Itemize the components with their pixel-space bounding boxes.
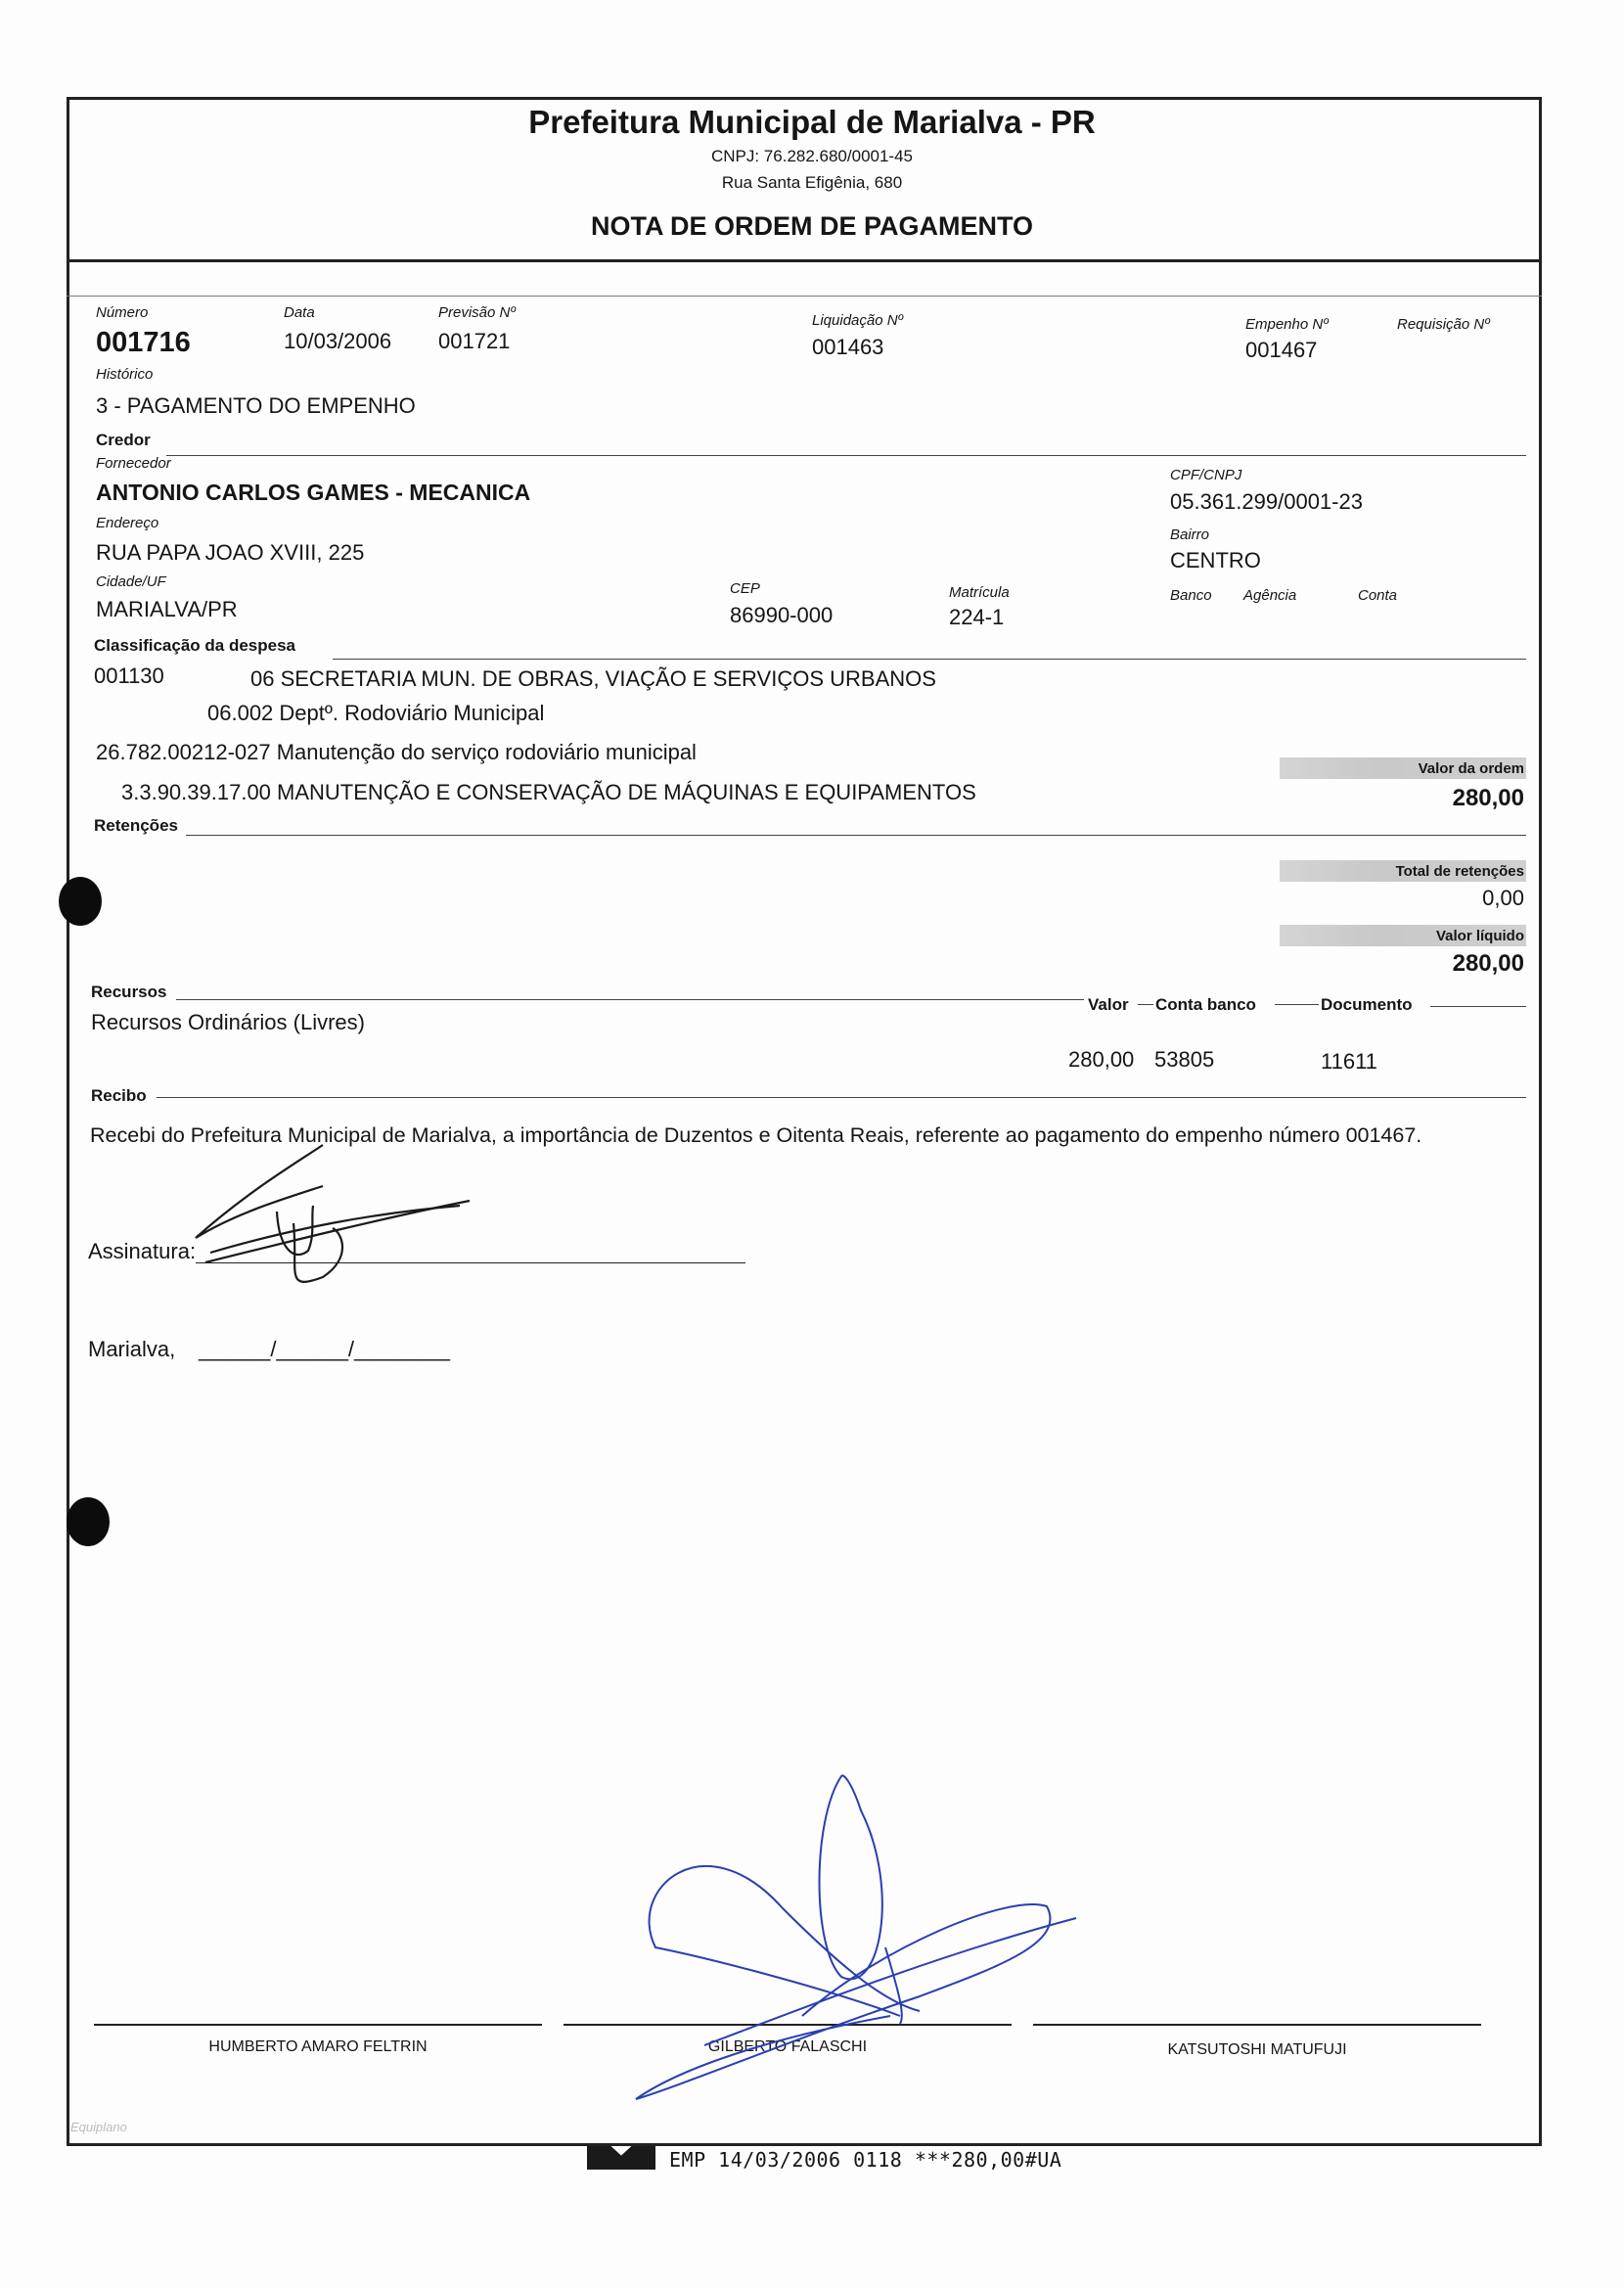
- matricula-label: Matrícula: [949, 584, 1010, 601]
- software-mark: Equiplano: [70, 2120, 127, 2134]
- signatory-1: HUMBERTO AMARO FELTRIN: [208, 2038, 428, 2055]
- blue-signature: [636, 1775, 1076, 2099]
- valor-liquido-value: 280,00: [1452, 950, 1524, 977]
- prefeitura-title: Prefeitura Municipal de Marialva - PR: [528, 104, 1096, 140]
- empenho-value: 001467: [1245, 338, 1318, 362]
- fornecedor-value: ANTONIO CARLOS GAMES - MECANICA: [96, 480, 531, 505]
- numero-value: 001716: [96, 327, 191, 358]
- recursos-name: Recursos Ordinários (Livres): [91, 1010, 365, 1034]
- endereco-value: RUA PAPA JOAO XVIII, 225: [96, 540, 365, 565]
- valor-ordem-label: Valor da ordem: [1418, 760, 1524, 777]
- signatory-2: GILBERTO FALASCHI: [707, 2038, 868, 2055]
- address-text: Rua Santa Efigênia, 680: [721, 173, 903, 192]
- liquidacao-value: 001463: [812, 335, 884, 359]
- date-blank: ______/______/________: [199, 1337, 450, 1361]
- recursos-valor: 280,00: [1068, 1047, 1135, 1072]
- credor-section: Credor: [96, 431, 151, 449]
- classificacao-line1: 06 SECRETARIA MUN. DE OBRAS, VIAÇÃO E SERVIÇOS URBANOS: [250, 666, 936, 691]
- historico-value: 3 - PAGAMENTO DO EMPENHO: [96, 393, 416, 418]
- cnpj-text: CNPJ: 76.282.680/0001-45: [710, 147, 914, 165]
- previsao-value: 001721: [438, 329, 511, 353]
- signatory-3: KATSUTOSHI MATUFUJI: [1167, 2041, 1347, 2058]
- recursos-conta: 53805: [1154, 1047, 1215, 1072]
- classificacao-line3: 26.782.00212-027 Manutenção do serviço rodoviário municipal: [96, 740, 697, 764]
- recibo-text: Recebi do Prefeitura Municipal de Marialva, a importância de Duzentos e Oitenta Reais, referente ao pagamento do empenho número 001467.: [90, 1123, 1422, 1147]
- empenho-label: Empenho Nº: [1245, 316, 1329, 333]
- previsao-label: Previsão Nº: [438, 304, 516, 321]
- data-value: 10/03/2006: [284, 329, 392, 353]
- document-title: NOTA DE ORDEM DE PAGAMENTO: [590, 211, 1033, 241]
- numero-label: Número: [96, 304, 149, 321]
- conta-label: Conta: [1358, 587, 1398, 604]
- recursos-documento-label: Documento: [1321, 995, 1413, 1014]
- receipt-signature: [196, 1145, 470, 1282]
- classificacao-line2: 06.002 Deptº. Rodoviário Municipal: [207, 701, 545, 725]
- bank-stamp: EMP 14/03/2006 0118 ***280,00#UA: [669, 2148, 1062, 2172]
- recursos-conta-label: Conta banco: [1155, 995, 1256, 1014]
- agencia-label: Agência: [1243, 587, 1297, 604]
- recursos-documento: 11611: [1321, 1049, 1377, 1074]
- cpf-label: CPF/CNPJ: [1170, 467, 1242, 483]
- bairro-value: CENTRO: [1170, 548, 1261, 572]
- fornecedor-label: Fornecedor: [96, 455, 171, 472]
- recibo-section: Recibo: [91, 1086, 147, 1105]
- classificacao-line4: 3.3.90.39.17.00 MANUTENÇÃO E CONSERVAÇÃO DE MÁQUINAS E EQUIPAMENTOS: [121, 780, 976, 804]
- cidade-label: Cidade/UF: [96, 573, 166, 590]
- valor-ordem-value: 280,00: [1452, 785, 1524, 811]
- cep-label: CEP: [730, 580, 760, 597]
- retencoes-section: Retenções: [94, 816, 178, 835]
- total-retencoes-label: Total de retenções: [1395, 863, 1524, 880]
- classificacao-code: 001130: [94, 664, 164, 688]
- recursos-valor-label: Valor: [1088, 995, 1129, 1014]
- recursos-section: Recursos: [91, 983, 167, 1001]
- data-label: Data: [284, 304, 315, 321]
- cidade-value: MARIALVA/PR: [96, 597, 238, 621]
- bairro-label: Bairro: [1170, 526, 1210, 543]
- cpf-value: 05.361.299/0001-23: [1170, 489, 1363, 514]
- matricula-value: 224-1: [949, 605, 1005, 629]
- classificacao-section: Classificação da despesa: [94, 636, 296, 655]
- endereco-label: Endereço: [96, 515, 159, 531]
- historico-label: Histórico: [96, 366, 154, 383]
- total-retencoes-value: 0,00: [1482, 886, 1524, 910]
- assinatura-label: Assinatura:: [88, 1239, 197, 1263]
- local-label: Marialva,: [88, 1337, 176, 1361]
- banco-label: Banco: [1170, 587, 1212, 604]
- valor-liquido-label: Valor líquido: [1435, 928, 1524, 944]
- cep-value: 86990-000: [730, 603, 834, 627]
- liquidacao-label: Liquidação Nº: [812, 312, 904, 329]
- requisicao-label: Requisição Nº: [1397, 316, 1490, 333]
